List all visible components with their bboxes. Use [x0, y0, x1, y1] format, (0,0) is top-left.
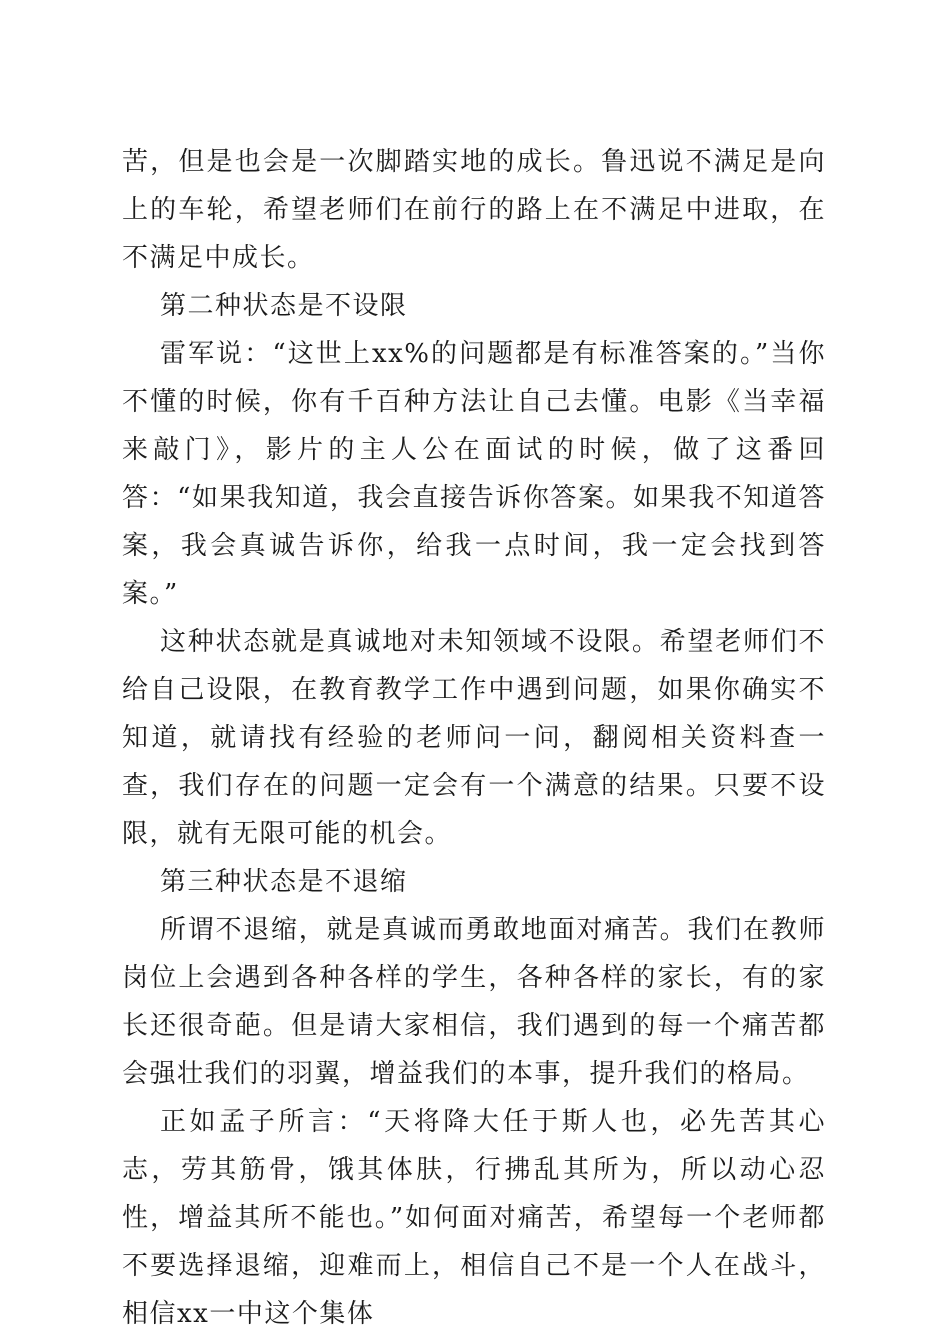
paragraph-lei-jun-quote: 雷军说：“这世上xx%的问题都是有标准答案的。”当你不懂的时候，你有千百种方法让自己去懂。电影《当幸福来敲门》，影片的主人公在面试的时候，做了这番回答：“如果我知道，我会直接告诉你答案。如果我不知道答案，我会真诚告诉你，给我一点时间，我一定会找到答案。” — [122, 339, 826, 609]
section-heading-3: 第三种状态是不退缩 — [160, 867, 408, 897]
paragraph-mencius-quote: 正如孟子所言：“天将降大任于斯人也，必先苦其心志，劳其筋骨，饿其体肤，行拂乱其所为，所以动心忍性，增益其所不能也。”如何面对痛苦，希望每一个老师都不要选择退缩，迎难而上，相信自己不是一个人在战斗，相信xx一中这个集体 — [122, 1107, 826, 1329]
document-body — [122, 138, 826, 1338]
paragraph-no-retreat: 所谓不退缩，就是真诚而勇敢地面对痛苦。我们在教师岗位上会遇到各种各样的学生，各种各样的家长，有的家长还很奇葩。但是请大家相信，我们遇到的每一个痛苦都会强壮我们的羽翼，增益我们的本事，提升我们的格局。 — [122, 915, 826, 1089]
paragraph-no-limits: 这种状态就是真诚地对未知领域不设限。希望老师们不给自己设限，在教育教学工作中遇到问题，如果你确实不知道，就请找有经验的老师问一问，翻阅相关资料查一查，我们存在的问题一定会有一个满意的结果。只要不设限，就有无限可能的机会。 — [122, 627, 826, 849]
paragraph-continuation: 苦，但是也会是一次脚踏实地的成长。鲁迅说不满足是向上的车轮，希望老师们在前行的路上在不满足中进取，在不满足中成长。 — [122, 147, 826, 273]
section-heading-2: 第二种状态是不设限 — [160, 291, 408, 321]
